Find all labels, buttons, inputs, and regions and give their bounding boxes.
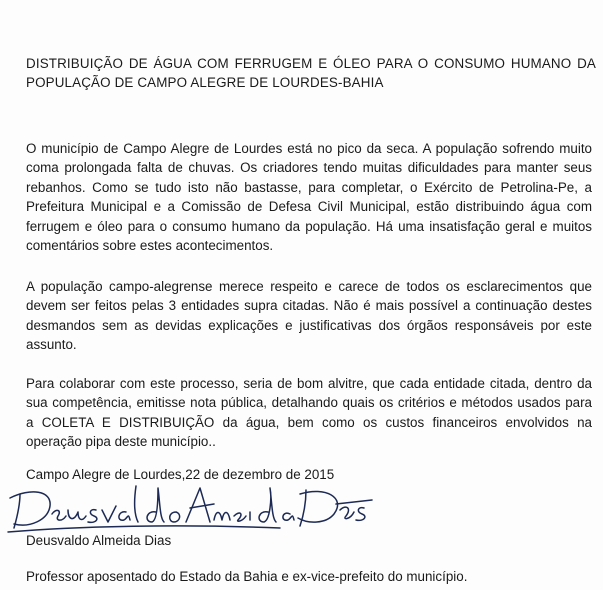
document-title: DISTRIBUIÇÃO DE ÁGUA COM FERRUGEM E ÓLEO PARA O CONSUMO HUMANO DA POPULAÇÃO DE CAMPO ALEGRE DE LOURDES-BAHIA bbox=[26, 56, 596, 90]
signer-role: Professor aposentado do Estado da Bahia e ex-vice-prefeito do município. bbox=[26, 569, 468, 584]
paragraph-2: A população campo-alegrense merece respeito e carece de todos os esclarecimentos que devem ser feitos pelas 3 entidades supra citadas. Não é mais possível a continuação destes desmandos sem as devidas explicações e justificativas dos órgãos responsáveis por este assunto. bbox=[26, 279, 592, 353]
paragraph-1: O município de Campo Alegre de Lourdes está no pico da seca. A população sofrendo muito coma prolongada falta de chuvas. Os criadores tendo muitas dificuldades para manter seus rebanhos. Como se tudo isto não bastasse, para completar, o Exército de Petrolina-Pe, a Prefeitura Municipal e a Comissão de Defesa Civil Municipal, estão distribuindo água com ferrugem e óleo para o consumo humano da população. Há uma insatisfação geral e muitos comentários sobre estes acontecimentos. bbox=[26, 141, 592, 254]
signer-name: Deusvaldo Almeida Dias bbox=[26, 533, 172, 548]
paragraph-3: Para colaborar com este processo, seria de bom alvitre, que cada entidade citada, dentro da sua competência, emitisse nota pública, detalhando quais os critérios e métodos usados para a COLETA E DISTRIBUIÇÃO da água, bem como os custos financeiros envolvidos na operação pipa deste município.. bbox=[26, 376, 592, 450]
place-and-date: Campo Alegre de Lourdes,22 de dezembro de 2015 bbox=[26, 467, 335, 482]
